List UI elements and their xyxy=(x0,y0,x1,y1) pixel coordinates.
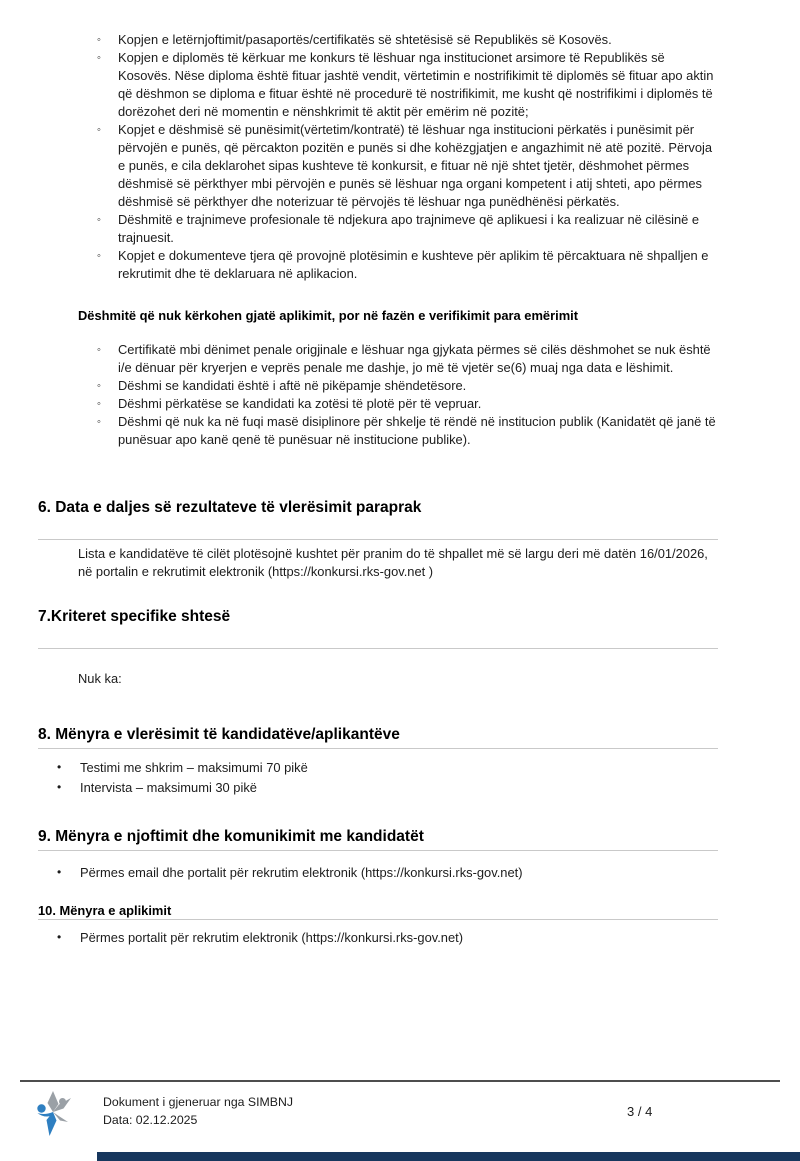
list-item xyxy=(0,395,800,413)
list-item-text: Dëshmi se kandidati është i aftë në pikëpamje shëndetësore. xyxy=(118,378,467,393)
section-6-title: 6. Data e daljes së rezultateve të vlerësimit paraprak xyxy=(38,499,422,516)
page-footer xyxy=(0,1080,800,1161)
verification-phase-heading: Dëshmitë që nuk kërkohen gjatë aplikimit, por në fazën e verifikimit para emërimit xyxy=(78,308,579,323)
section-divider xyxy=(38,748,718,749)
list-item-text: Testimi me shkrim – maksimumi 70 pikë xyxy=(80,760,308,775)
list-item-text: Përmes email dhe portalit për rekrutim elektronik (https://konkursi.rks-gov.net) xyxy=(80,865,523,880)
list-item xyxy=(0,377,800,395)
list-item xyxy=(0,778,800,798)
hollow-bullet-icon: ◦ xyxy=(97,398,101,410)
section-9-title: 9. Mënyra e njoftimit dhe komunikimit me kandidatët xyxy=(38,828,424,845)
hollow-bullet-icon: ◦ xyxy=(97,124,101,136)
section-divider xyxy=(38,919,718,920)
footer-generated-text: Dokument i gjeneruar nga SIMBNJ xyxy=(103,1095,294,1109)
section-divider xyxy=(38,648,718,649)
hollow-bullet-icon: ◦ xyxy=(97,34,101,46)
list-item-text: Përmes portalit për rekrutim elektronik (https://konkursi.rks-gov.net) xyxy=(80,929,464,945)
hollow-bullet-icon: ◦ xyxy=(97,250,101,262)
section-6-body: Lista e kandidatëve të cilët plotësojnë kushtet për pranim do të shpallet më së largu deri më datën 16/01/2026, në portalin e rekrutimit elektronik (https://konkursi.rks-gov.net ) xyxy=(78,546,708,579)
bullet-icon: • xyxy=(57,865,62,879)
section-7-body: Nuk ka: xyxy=(78,671,122,686)
list-item-text: Certifikatë mbi dënimet penale origjinale e lëshuar nga gjykata përmes së cilës dëshmohet se nuk është i/e dënuar për kryerjen e veprës penale me dashje, jo më të vjetër se(6) muaj nga data e lëshimit. xyxy=(118,342,711,375)
bullet-icon: • xyxy=(57,760,62,774)
bullet-icon: • xyxy=(57,929,62,944)
document-page xyxy=(0,31,800,947)
list-item xyxy=(0,247,800,283)
list-item-text: Kopjen e letërnjoftimit/pasaportës/certifikatës së shtetësisë së Republikës së Kosovës. xyxy=(118,32,612,47)
list-item-text: Dëshmitë e trajnimeve profesionale të ndjekura apo trajnimeve që aplikuesi i ka realizuar në cilësinë e trajnuesit. xyxy=(118,212,700,245)
list-item-text: Dëshmi përkatëse se kandidati ka zotësi të plotë për të vepruar. xyxy=(118,396,482,411)
list-item-text: Dëshmi që nuk ka në fuqi masë disiplinore për shkelje të rëndë në institucion publik (Kanidatët që janë të punësuar apo kanë qenë të punësuar në institucione publike). xyxy=(118,414,716,447)
section-divider xyxy=(38,850,718,851)
footer-divider xyxy=(20,1080,780,1082)
evaluation-method-list xyxy=(0,758,800,797)
simbnj-logo-icon xyxy=(32,1090,76,1141)
notification-method-list xyxy=(0,863,800,883)
hollow-bullet-icon: ◦ xyxy=(97,344,101,356)
list-item xyxy=(0,758,800,778)
hollow-bullet-icon: ◦ xyxy=(97,380,101,392)
list-item xyxy=(0,49,800,121)
bottom-accent-bar xyxy=(97,1152,800,1161)
application-method-list xyxy=(0,928,800,948)
page-number: 3 / 4 xyxy=(627,1104,653,1119)
list-item xyxy=(0,211,800,247)
footer-date-text: Data: 02.12.2025 xyxy=(103,1113,198,1127)
section-divider xyxy=(38,539,718,540)
bullet-icon: • xyxy=(57,779,62,794)
list-item-text: Intervista – maksimumi 30 pikë xyxy=(80,779,257,795)
section-8-title: 8. Mënyra e vlerësimit të kandidatëve/aplikantëve xyxy=(38,726,400,743)
list-item xyxy=(0,31,800,49)
required-documents-list xyxy=(0,31,800,283)
list-item xyxy=(0,863,800,883)
hollow-bullet-icon: ◦ xyxy=(97,416,101,428)
section-7-title: 7.Kriteret specifike shtesë xyxy=(38,608,231,625)
list-item-text: Kopjen e diplomës të kërkuar me konkurs të lëshuar nga institucionet arsimore të Republikës së Kosovës. Nëse diploma është fituar jashtë vendit, vërtetimin e nostrifikimit të diplomës së fituar apo aktin që dëshmon se diploma e fituar është në procedurë të nostrifikimit, me kusht që nostrifikimi i diplomës të dorëzohet deri në momentin e nënshkrimit të aktit për emërim në pozitë; xyxy=(118,50,714,119)
list-item xyxy=(0,928,800,948)
list-item xyxy=(0,413,800,449)
list-item xyxy=(0,341,800,377)
verification-documents-list xyxy=(0,341,800,449)
hollow-bullet-icon: ◦ xyxy=(97,214,101,226)
section-10-title: 10. Mënyra e aplikimit xyxy=(38,902,172,918)
hollow-bullet-icon: ◦ xyxy=(97,52,101,64)
list-item xyxy=(0,121,800,211)
list-item-text: Kopjet e dëshmisë së punësimit(vërtetim/kontratë) të lëshuar nga institucioni përkatës i punësimit për përvojën e punës, që përcakton pozitën e punës si dhe kohëzgjatjen e angazhimit në atë pozitë. Përvoja e punës, e cila deklarohet sipas kushteve të konkursit, e fituar në një shtet tjetër, dëshmohet përmes dëshmisë së përkthyer mbi përvojën e punës së lëshuar nga organi kompetent i atij shteti, apo përmes dëshmisë së përkthyer dhe noterizuar të përvojës të lëshuar nga punëdhënësi përkatës. xyxy=(118,122,713,209)
list-item-text: Kopjet e dokumenteve tjera që provojnë plotësimin e kushteve për aplikim të përcaktuara në shpalljen e rekrutimit dhe të deklaruara në aplikacion. xyxy=(118,248,709,281)
